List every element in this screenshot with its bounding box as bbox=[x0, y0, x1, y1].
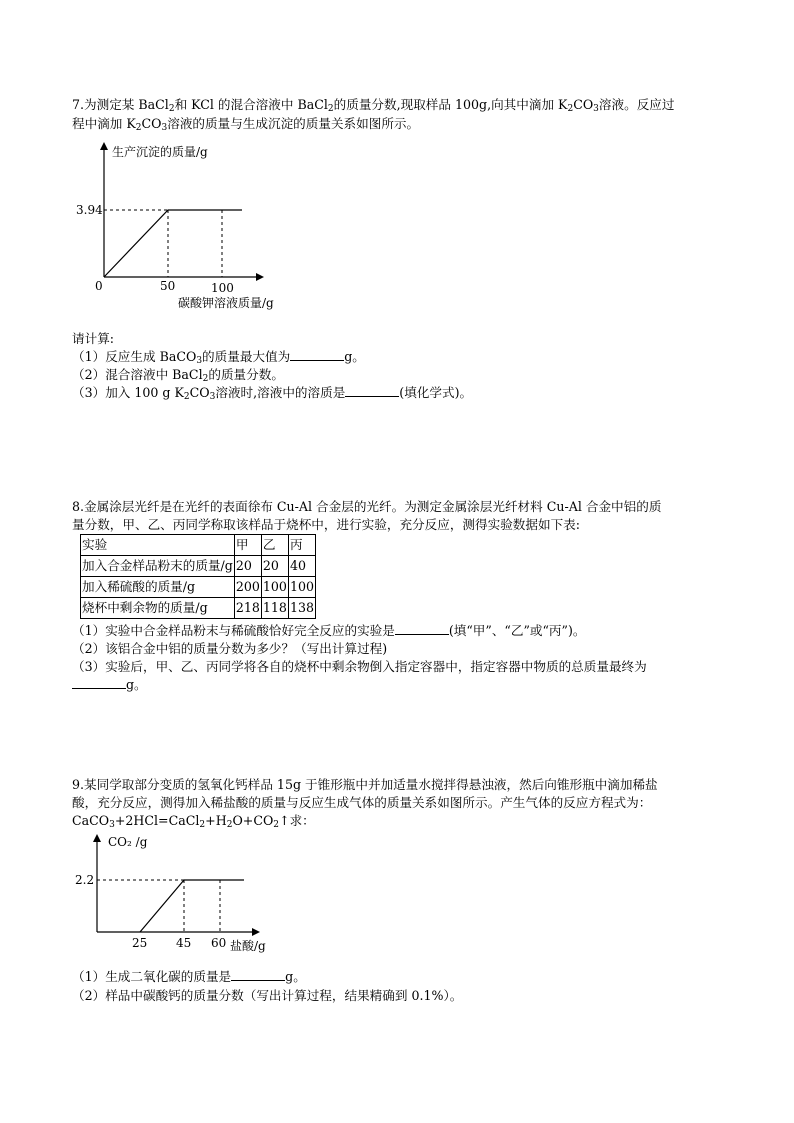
q9-chart bbox=[75, 835, 266, 953]
q8-answer-blank-3[interactable] bbox=[72, 676, 126, 689]
table-cell: 加入稀硫酸的质量/g bbox=[81, 577, 235, 598]
q7-calc-title: 请计算: bbox=[72, 331, 115, 346]
table-cell: 加入合金样品粉末的质量/g bbox=[81, 556, 235, 577]
q9-equation: $CaCO_3+2HCl=CaCl_2+H_2O+CO_2↑$求： bbox=[72, 813, 315, 830]
q9-series-line bbox=[140, 880, 244, 932]
table-cell: 40 bbox=[288, 556, 315, 577]
q7-series-line bbox=[104, 210, 242, 277]
q7-stem-line1: 7.为测定某 BaCl$_2$和 KCl 的混合溶液中 BaCl$_2$的质量分数,现取样品 100g,向其中滴加 $K_2CO_3$溶液。反应过 bbox=[72, 97, 675, 114]
table-cell: 20 bbox=[234, 556, 261, 577]
q9-x-tick-2: 60 bbox=[211, 936, 227, 950]
q7-x-tick-0: 50 bbox=[160, 279, 176, 293]
q9-x-tick-0: 25 bbox=[132, 936, 148, 950]
q7-answer-blank-1[interactable] bbox=[290, 348, 344, 361]
q9-stem-line1: 9.某同学取部分变质的氢氧化钙样品 15g 于锥形瓶中并加适量水搅拌得悬浊液，然后向锥形瓶中滴加稀盐 bbox=[72, 777, 658, 792]
q7-chart bbox=[76, 144, 274, 310]
table-header-cell: 丙 bbox=[288, 535, 315, 556]
q8-subq3: （3）实验后，甲、乙、丙同学将各自的烧杯中剩余物倒入指定容器中，指定容器中物质的总质量最终为 bbox=[72, 659, 647, 674]
table-row bbox=[81, 577, 316, 598]
table-header-row bbox=[81, 535, 316, 556]
q7-subq3: （3）加入 100 g $K_2CO_3$溶液时,溶液中的溶质是 (填化学式)。 bbox=[72, 385, 473, 402]
table-cell: 138 bbox=[288, 598, 315, 619]
table-header-cell: 甲 bbox=[234, 535, 261, 556]
q8-subq3-cont: g。 bbox=[72, 676, 147, 694]
q8-data-table bbox=[80, 534, 316, 619]
q7-origin-label: 0 bbox=[95, 279, 103, 293]
q9-y-tick-0: 2.2 bbox=[75, 873, 95, 887]
table-cell: 118 bbox=[261, 598, 288, 619]
table-row bbox=[81, 598, 316, 619]
q8-stem-line1: 8.金属涂层光纤是在光纤的表面徐布 Cu-Al 合金层的光纤。为测定金属涂层光纤材料 Cu-Al 合金中铝的质 bbox=[72, 499, 662, 514]
table-cell: 218 bbox=[234, 598, 261, 619]
q7-stem-line2: 程中滴加 $K_2CO_3$溶液的质量与生成沉淀的质量关系如图所示。 bbox=[72, 116, 420, 133]
q9-answer-blank-1[interactable] bbox=[231, 968, 285, 981]
table-row bbox=[81, 556, 316, 577]
q7-y-label: 生产沉淀的质量/g bbox=[112, 145, 208, 159]
q9-x-label: 盐酸/g bbox=[230, 939, 266, 953]
table-header-cell: 乙 bbox=[261, 535, 288, 556]
q8-stem-line2: 量分数，甲、乙、丙同学称取该样品于烧杯中，进行实验，充分反应，测得实验数据如下表: bbox=[72, 517, 580, 532]
table-cell: 20 bbox=[261, 556, 288, 577]
q7-subq2: （2）混合溶液中 BaCl$_2$的质量分数。 bbox=[72, 367, 284, 384]
q9-y-label: CO₂ /g bbox=[108, 835, 148, 849]
table-cell: 100 bbox=[288, 577, 315, 598]
q9-subq1: （1）生成二氧化碳的质量是 g。 bbox=[72, 969, 306, 984]
table-cell: 100 bbox=[261, 577, 288, 598]
q8-subq1: （1）实验中合金样品粉末与稀硫酸恰好完全反应的实验是 (填“甲”、“乙”或“丙”)。 bbox=[72, 623, 586, 638]
q8-subq2: （2）该铝合金中铝的质量分数为多少？（写出计算过程) bbox=[72, 641, 388, 656]
q9-x-tick-1: 45 bbox=[176, 936, 192, 950]
q9-subq2: （2）样品中碳酸钙的质量分数（写出计算过程，结果精确到 0.1%）。 bbox=[72, 988, 463, 1003]
table-header-cell: 实验 bbox=[81, 535, 235, 556]
table-cell: 200 bbox=[234, 577, 261, 598]
table-cell: 烧杯中剩余物的质量/g bbox=[81, 598, 235, 619]
q7-x-label: 碳酸钾溶液质量/g bbox=[178, 296, 274, 310]
q7-x-tick-1: 100 bbox=[211, 281, 234, 295]
q8-answer-blank-1[interactable] bbox=[395, 622, 449, 635]
q9-stem-line2: 酸，充分反应，测得加入稀盐酸的质量与反应生成气体的质量关系如图所示。产生气体的反应方程式为： bbox=[72, 795, 652, 810]
q7-answer-blank-3[interactable] bbox=[345, 384, 399, 397]
q7-y-tick-0: 3.94 bbox=[76, 203, 103, 217]
q7-subq1: （1）反应生成 BaCO$_3$的质量最大值为 g。 bbox=[72, 349, 365, 366]
